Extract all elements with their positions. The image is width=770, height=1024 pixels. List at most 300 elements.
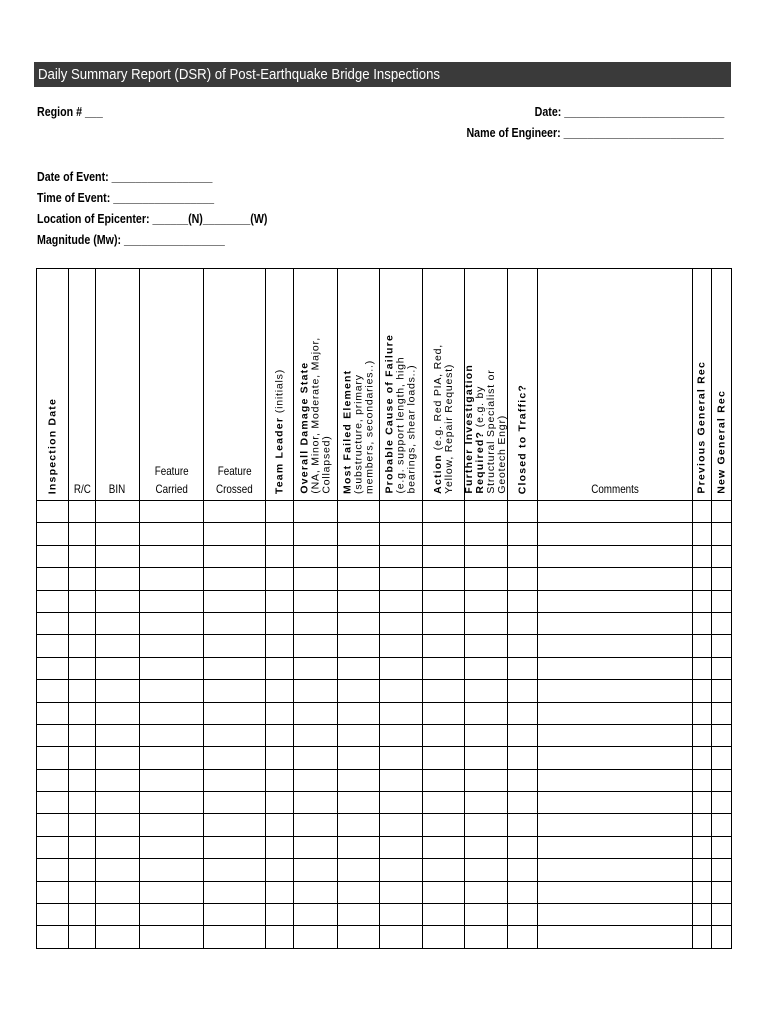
- table-cell[interactable]: [37, 501, 69, 523]
- table-cell[interactable]: [37, 836, 69, 858]
- table-cell[interactable]: [294, 904, 338, 926]
- table-cell[interactable]: [96, 545, 140, 567]
- table-cell[interactable]: [294, 702, 338, 724]
- table-cell[interactable]: [69, 523, 96, 545]
- table-cell[interactable]: [294, 612, 338, 634]
- table-cell[interactable]: [538, 814, 693, 836]
- table-cell[interactable]: [204, 769, 266, 791]
- table-cell[interactable]: [338, 635, 380, 657]
- table-cell[interactable]: [538, 747, 693, 769]
- table-cell[interactable]: [423, 657, 465, 679]
- table-cell[interactable]: [204, 523, 266, 545]
- table-cell[interactable]: [294, 657, 338, 679]
- table-cell[interactable]: [508, 702, 538, 724]
- table-cell[interactable]: [465, 814, 508, 836]
- table-cell[interactable]: [37, 724, 69, 746]
- table-cell[interactable]: [465, 501, 508, 523]
- table-cell[interactable]: [380, 680, 423, 702]
- table-cell[interactable]: [69, 612, 96, 634]
- table-cell[interactable]: [266, 590, 294, 612]
- table-cell[interactable]: [338, 523, 380, 545]
- table-cell[interactable]: [37, 792, 69, 814]
- table-cell[interactable]: [338, 545, 380, 567]
- table-cell[interactable]: [96, 501, 140, 523]
- table-cell[interactable]: [465, 747, 508, 769]
- table-cell[interactable]: [693, 545, 712, 567]
- table-cell[interactable]: [266, 523, 294, 545]
- table-cell[interactable]: [69, 702, 96, 724]
- table-cell[interactable]: [204, 590, 266, 612]
- table-cell[interactable]: [140, 769, 204, 791]
- table-cell[interactable]: [338, 881, 380, 903]
- table-cell[interactable]: [712, 568, 732, 590]
- table-cell[interactable]: [712, 501, 732, 523]
- table-cell[interactable]: [380, 904, 423, 926]
- table-cell[interactable]: [140, 680, 204, 702]
- table-cell[interactable]: [538, 523, 693, 545]
- table-cell[interactable]: [69, 747, 96, 769]
- table-cell[interactable]: [266, 926, 294, 948]
- table-cell[interactable]: [423, 836, 465, 858]
- table-cell[interactable]: [423, 881, 465, 903]
- table-cell[interactable]: [712, 859, 732, 881]
- table-cell[interactable]: [266, 680, 294, 702]
- table-cell[interactable]: [204, 501, 266, 523]
- table-cell[interactable]: [423, 635, 465, 657]
- table-cell[interactable]: [69, 792, 96, 814]
- table-cell[interactable]: [96, 635, 140, 657]
- table-cell[interactable]: [712, 814, 732, 836]
- table-cell[interactable]: [423, 568, 465, 590]
- table-cell[interactable]: [712, 724, 732, 746]
- table-cell[interactable]: [693, 612, 712, 634]
- table-cell[interactable]: [204, 881, 266, 903]
- table-cell[interactable]: [266, 702, 294, 724]
- table-cell[interactable]: [508, 590, 538, 612]
- table-cell[interactable]: [37, 926, 69, 948]
- table-cell[interactable]: [266, 814, 294, 836]
- table-cell[interactable]: [508, 814, 538, 836]
- table-cell[interactable]: [423, 501, 465, 523]
- table-cell[interactable]: [423, 545, 465, 567]
- table-cell[interactable]: [380, 635, 423, 657]
- table-cell[interactable]: [294, 859, 338, 881]
- table-cell[interactable]: [37, 523, 69, 545]
- table-cell[interactable]: [294, 769, 338, 791]
- table-cell[interactable]: [204, 568, 266, 590]
- table-cell[interactable]: [712, 836, 732, 858]
- table-cell[interactable]: [294, 747, 338, 769]
- table-cell[interactable]: [37, 859, 69, 881]
- table-cell[interactable]: [37, 545, 69, 567]
- table-cell[interactable]: [338, 836, 380, 858]
- table-cell[interactable]: [204, 836, 266, 858]
- table-cell[interactable]: [712, 769, 732, 791]
- table-cell[interactable]: [712, 680, 732, 702]
- table-cell[interactable]: [266, 501, 294, 523]
- table-cell[interactable]: [96, 769, 140, 791]
- table-cell[interactable]: [508, 747, 538, 769]
- table-cell[interactable]: [96, 792, 140, 814]
- table-cell[interactable]: [338, 657, 380, 679]
- table-cell[interactable]: [693, 814, 712, 836]
- table-cell[interactable]: [69, 657, 96, 679]
- table-cell[interactable]: [423, 702, 465, 724]
- table-cell[interactable]: [37, 904, 69, 926]
- table-cell[interactable]: [140, 702, 204, 724]
- table-cell[interactable]: [37, 881, 69, 903]
- table-cell[interactable]: [37, 769, 69, 791]
- table-cell[interactable]: [338, 769, 380, 791]
- table-cell[interactable]: [423, 590, 465, 612]
- table-cell[interactable]: [96, 523, 140, 545]
- table-cell[interactable]: [69, 724, 96, 746]
- table-cell[interactable]: [508, 657, 538, 679]
- table-cell[interactable]: [538, 612, 693, 634]
- table-cell[interactable]: [380, 657, 423, 679]
- table-cell[interactable]: [465, 836, 508, 858]
- table-cell[interactable]: [508, 792, 538, 814]
- table-cell[interactable]: [508, 523, 538, 545]
- table-cell[interactable]: [380, 590, 423, 612]
- table-cell[interactable]: [96, 612, 140, 634]
- table-cell[interactable]: [465, 523, 508, 545]
- table-cell[interactable]: [338, 859, 380, 881]
- table-cell[interactable]: [538, 680, 693, 702]
- table-cell[interactable]: [204, 657, 266, 679]
- table-cell[interactable]: [294, 545, 338, 567]
- table-cell[interactable]: [538, 926, 693, 948]
- table-cell[interactable]: [465, 545, 508, 567]
- table-cell[interactable]: [380, 859, 423, 881]
- table-cell[interactable]: [37, 814, 69, 836]
- table-cell[interactable]: [712, 612, 732, 634]
- table-cell[interactable]: [538, 792, 693, 814]
- table-cell[interactable]: [538, 724, 693, 746]
- table-cell[interactable]: [508, 836, 538, 858]
- table-cell[interactable]: [712, 904, 732, 926]
- table-cell[interactable]: [538, 702, 693, 724]
- table-cell[interactable]: [266, 612, 294, 634]
- table-cell[interactable]: [423, 859, 465, 881]
- table-cell[interactable]: [204, 904, 266, 926]
- table-cell[interactable]: [380, 814, 423, 836]
- table-cell[interactable]: [96, 568, 140, 590]
- table-cell[interactable]: [712, 702, 732, 724]
- table-cell[interactable]: [380, 836, 423, 858]
- table-cell[interactable]: [204, 926, 266, 948]
- table-cell[interactable]: [294, 814, 338, 836]
- table-cell[interactable]: [266, 724, 294, 746]
- table-cell[interactable]: [204, 680, 266, 702]
- table-cell[interactable]: [266, 859, 294, 881]
- table-cell[interactable]: [37, 612, 69, 634]
- table-cell[interactable]: [465, 792, 508, 814]
- table-cell[interactable]: [538, 635, 693, 657]
- table-cell[interactable]: [338, 747, 380, 769]
- table-cell[interactable]: [96, 724, 140, 746]
- table-cell[interactable]: [266, 792, 294, 814]
- table-cell[interactable]: [508, 769, 538, 791]
- table-cell[interactable]: [693, 523, 712, 545]
- table-cell[interactable]: [69, 680, 96, 702]
- table-cell[interactable]: [338, 590, 380, 612]
- table-cell[interactable]: [380, 724, 423, 746]
- table-cell[interactable]: [338, 904, 380, 926]
- table-cell[interactable]: [338, 724, 380, 746]
- table-cell[interactable]: [538, 590, 693, 612]
- table-cell[interactable]: [508, 680, 538, 702]
- table-cell[interactable]: [538, 769, 693, 791]
- table-cell[interactable]: [294, 568, 338, 590]
- table-cell[interactable]: [693, 769, 712, 791]
- table-cell[interactable]: [712, 881, 732, 903]
- table-cell[interactable]: [294, 680, 338, 702]
- table-cell[interactable]: [693, 836, 712, 858]
- table-cell[interactable]: [69, 904, 96, 926]
- table-cell[interactable]: [140, 881, 204, 903]
- table-cell[interactable]: [294, 836, 338, 858]
- table-cell[interactable]: [712, 657, 732, 679]
- table-cell[interactable]: [69, 590, 96, 612]
- table-cell[interactable]: [423, 814, 465, 836]
- table-cell[interactable]: [712, 635, 732, 657]
- table-cell[interactable]: [712, 545, 732, 567]
- table-cell[interactable]: [96, 859, 140, 881]
- table-cell[interactable]: [423, 926, 465, 948]
- table-cell[interactable]: [380, 747, 423, 769]
- table-cell[interactable]: [266, 747, 294, 769]
- table-cell[interactable]: [693, 926, 712, 948]
- table-cell[interactable]: [538, 657, 693, 679]
- table-cell[interactable]: [204, 747, 266, 769]
- table-cell[interactable]: [37, 657, 69, 679]
- table-cell[interactable]: [380, 568, 423, 590]
- table-cell[interactable]: [693, 657, 712, 679]
- table-cell[interactable]: [294, 724, 338, 746]
- table-cell[interactable]: [37, 702, 69, 724]
- table-cell[interactable]: [338, 680, 380, 702]
- table-cell[interactable]: [204, 612, 266, 634]
- table-cell[interactable]: [338, 792, 380, 814]
- table-cell[interactable]: [338, 501, 380, 523]
- table-cell[interactable]: [140, 545, 204, 567]
- table-cell[interactable]: [294, 590, 338, 612]
- table-cell[interactable]: [693, 590, 712, 612]
- table-cell[interactable]: [338, 926, 380, 948]
- table-cell[interactable]: [338, 814, 380, 836]
- table-cell[interactable]: [140, 814, 204, 836]
- table-cell[interactable]: [508, 635, 538, 657]
- table-cell[interactable]: [380, 545, 423, 567]
- table-cell[interactable]: [538, 881, 693, 903]
- table-cell[interactable]: [294, 523, 338, 545]
- table-cell[interactable]: [465, 881, 508, 903]
- table-cell[interactable]: [712, 590, 732, 612]
- table-cell[interactable]: [538, 836, 693, 858]
- table-cell[interactable]: [465, 724, 508, 746]
- table-cell[interactable]: [69, 926, 96, 948]
- table-cell[interactable]: [538, 904, 693, 926]
- table-cell[interactable]: [140, 792, 204, 814]
- table-cell[interactable]: [96, 926, 140, 948]
- table-cell[interactable]: [204, 724, 266, 746]
- table-cell[interactable]: [204, 859, 266, 881]
- table-cell[interactable]: [465, 904, 508, 926]
- table-cell[interactable]: [380, 926, 423, 948]
- table-cell[interactable]: [712, 926, 732, 948]
- table-cell[interactable]: [508, 881, 538, 903]
- table-cell[interactable]: [712, 523, 732, 545]
- table-cell[interactable]: [140, 657, 204, 679]
- table-cell[interactable]: [37, 747, 69, 769]
- table-cell[interactable]: [712, 747, 732, 769]
- table-cell[interactable]: [140, 523, 204, 545]
- table-cell[interactable]: [140, 568, 204, 590]
- table-cell[interactable]: [140, 635, 204, 657]
- table-cell[interactable]: [423, 904, 465, 926]
- table-cell[interactable]: [69, 859, 96, 881]
- table-cell[interactable]: [37, 680, 69, 702]
- table-cell[interactable]: [96, 881, 140, 903]
- table-cell[interactable]: [538, 501, 693, 523]
- table-cell[interactable]: [96, 836, 140, 858]
- table-cell[interactable]: [693, 501, 712, 523]
- table-cell[interactable]: [266, 657, 294, 679]
- table-cell[interactable]: [465, 568, 508, 590]
- table-cell[interactable]: [294, 635, 338, 657]
- table-cell[interactable]: [693, 702, 712, 724]
- table-cell[interactable]: [204, 545, 266, 567]
- table-cell[interactable]: [380, 612, 423, 634]
- table-cell[interactable]: [693, 859, 712, 881]
- table-cell[interactable]: [693, 635, 712, 657]
- table-cell[interactable]: [465, 926, 508, 948]
- table-cell[interactable]: [465, 859, 508, 881]
- table-cell[interactable]: [140, 612, 204, 634]
- table-cell[interactable]: [508, 904, 538, 926]
- table-cell[interactable]: [96, 904, 140, 926]
- table-cell[interactable]: [380, 501, 423, 523]
- table-cell[interactable]: [96, 747, 140, 769]
- table-cell[interactable]: [69, 881, 96, 903]
- table-cell[interactable]: [140, 590, 204, 612]
- table-cell[interactable]: [204, 702, 266, 724]
- table-cell[interactable]: [693, 568, 712, 590]
- table-cell[interactable]: [423, 792, 465, 814]
- table-cell[interactable]: [294, 501, 338, 523]
- table-cell[interactable]: [266, 769, 294, 791]
- table-cell[interactable]: [423, 724, 465, 746]
- table-cell[interactable]: [423, 612, 465, 634]
- table-cell[interactable]: [204, 814, 266, 836]
- table-cell[interactable]: [693, 747, 712, 769]
- table-cell[interactable]: [140, 724, 204, 746]
- table-cell[interactable]: [96, 657, 140, 679]
- table-cell[interactable]: [693, 680, 712, 702]
- table-cell[interactable]: [140, 747, 204, 769]
- table-cell[interactable]: [508, 612, 538, 634]
- table-cell[interactable]: [693, 792, 712, 814]
- table-cell[interactable]: [294, 792, 338, 814]
- table-cell[interactable]: [465, 635, 508, 657]
- table-cell[interactable]: [465, 769, 508, 791]
- table-cell[interactable]: [465, 680, 508, 702]
- table-cell[interactable]: [266, 545, 294, 567]
- table-cell[interactable]: [96, 814, 140, 836]
- table-cell[interactable]: [538, 545, 693, 567]
- table-cell[interactable]: [538, 568, 693, 590]
- table-cell[interactable]: [294, 926, 338, 948]
- table-cell[interactable]: [465, 702, 508, 724]
- table-cell[interactable]: [508, 545, 538, 567]
- table-cell[interactable]: [140, 836, 204, 858]
- table-cell[interactable]: [465, 657, 508, 679]
- table-cell[interactable]: [380, 523, 423, 545]
- table-cell[interactable]: [423, 680, 465, 702]
- table-cell[interactable]: [338, 702, 380, 724]
- table-cell[interactable]: [538, 859, 693, 881]
- table-cell[interactable]: [508, 501, 538, 523]
- table-cell[interactable]: [266, 635, 294, 657]
- table-cell[interactable]: [712, 792, 732, 814]
- table-cell[interactable]: [69, 545, 96, 567]
- table-cell[interactable]: [423, 769, 465, 791]
- table-cell[interactable]: [423, 747, 465, 769]
- table-cell[interactable]: [69, 501, 96, 523]
- table-cell[interactable]: [140, 501, 204, 523]
- table-cell[interactable]: [693, 881, 712, 903]
- table-cell[interactable]: [266, 568, 294, 590]
- table-cell[interactable]: [380, 792, 423, 814]
- table-cell[interactable]: [69, 814, 96, 836]
- table-cell[interactable]: [69, 769, 96, 791]
- table-cell[interactable]: [266, 881, 294, 903]
- table-cell[interactable]: [465, 590, 508, 612]
- table-cell[interactable]: [693, 724, 712, 746]
- table-cell[interactable]: [204, 635, 266, 657]
- table-cell[interactable]: [465, 612, 508, 634]
- table-cell[interactable]: [37, 635, 69, 657]
- table-cell[interactable]: [693, 904, 712, 926]
- table-cell[interactable]: [338, 612, 380, 634]
- table-cell[interactable]: [423, 523, 465, 545]
- table-cell[interactable]: [380, 881, 423, 903]
- table-cell[interactable]: [140, 926, 204, 948]
- table-cell[interactable]: [338, 568, 380, 590]
- table-cell[interactable]: [69, 836, 96, 858]
- table-cell[interactable]: [37, 568, 69, 590]
- table-cell[interactable]: [69, 635, 96, 657]
- table-cell[interactable]: [96, 702, 140, 724]
- table-cell[interactable]: [380, 702, 423, 724]
- table-cell[interactable]: [37, 590, 69, 612]
- table-cell[interactable]: [508, 568, 538, 590]
- table-cell[interactable]: [140, 904, 204, 926]
- table-cell[interactable]: [96, 590, 140, 612]
- table-cell[interactable]: [294, 881, 338, 903]
- table-cell[interactable]: [204, 792, 266, 814]
- table-cell[interactable]: [96, 680, 140, 702]
- table-cell[interactable]: [266, 836, 294, 858]
- table-cell[interactable]: [380, 769, 423, 791]
- table-cell[interactable]: [140, 859, 204, 881]
- table-cell[interactable]: [508, 859, 538, 881]
- table-cell[interactable]: [266, 904, 294, 926]
- table-cell[interactable]: [508, 926, 538, 948]
- table-cell[interactable]: [508, 724, 538, 746]
- table-cell[interactable]: [69, 568, 96, 590]
